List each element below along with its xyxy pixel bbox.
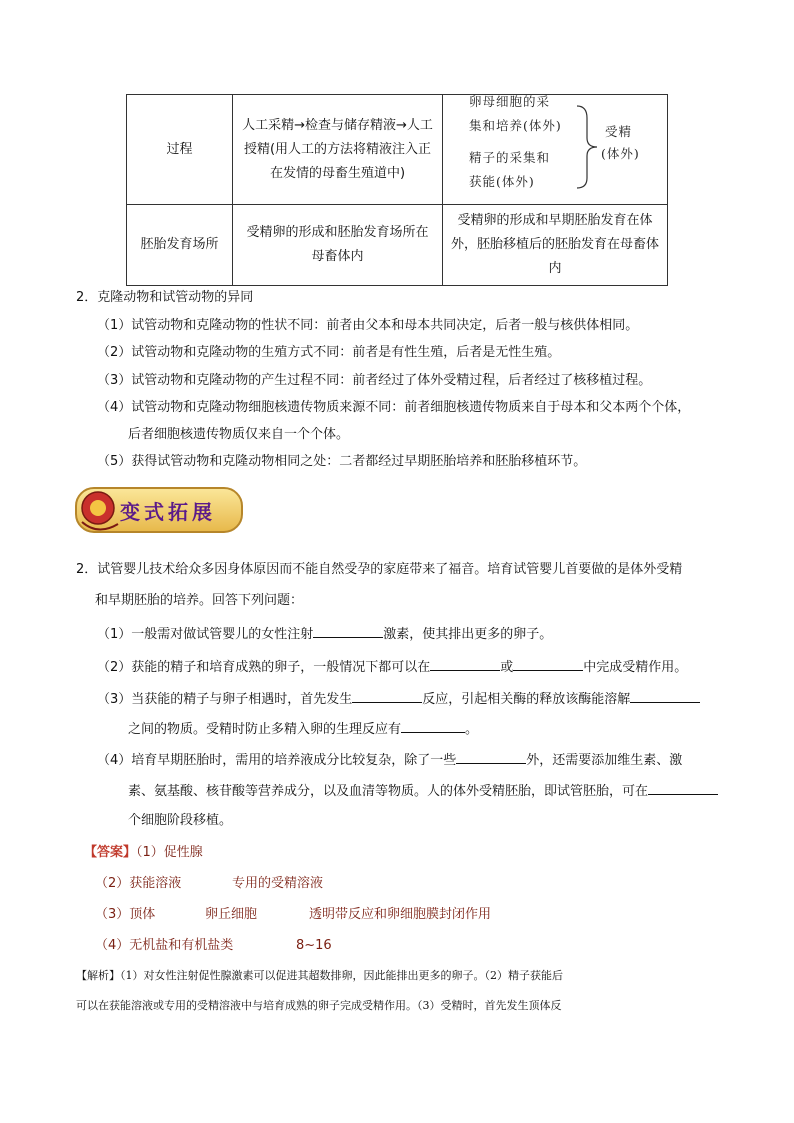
q3-text-b: 反应，引起相关酶的释放该酶能溶解	[422, 692, 631, 707]
hw-egg-line2: 集和培养(体外)	[469, 117, 562, 133]
answer-3-3: 透明带反应和卵细胞膜封闭作用	[309, 907, 492, 922]
hw-sperm-line1: 精子的采集和	[469, 149, 551, 165]
artificial-insemination-process: 人工采精→检查与储存精液→人工授精(用人工的方法将精液注入正在发情的母畜生殖道中)	[233, 95, 443, 205]
artificial-site: 受精卵的形成和胚胎发育场所在母畜体内	[233, 205, 443, 286]
q1-text-a: （1）一般需对做试管婴儿的女性注射	[97, 627, 314, 642]
sub-question-3	[97, 688, 700, 710]
q2-text-b: 或	[500, 660, 514, 675]
answer-blank[interactable]	[513, 656, 583, 671]
answer-blank[interactable]	[630, 688, 700, 703]
hw-result-line1: 受精	[605, 123, 633, 139]
question-stem-1: 2．试管婴儿技术给众多因身体原因而不能自然受孕的家庭带来了福音。培育试管婴儿首要做的是体外受精	[76, 562, 683, 577]
table-row	[127, 95, 668, 205]
answer-blank[interactable]	[430, 656, 500, 671]
table-row	[127, 205, 668, 286]
sub-question-4-cont2: 个细胞阶段移植。	[128, 813, 233, 828]
hw-result-line2: (体外)	[601, 145, 640, 161]
answer-4-1: （4）无机盐和有机盐类	[95, 938, 234, 953]
explanation-line-2: 可以在获能溶液或专用的受精溶液中与培育成熟的卵子完成受精作用。（3）受精时，首先发生顶体反	[76, 999, 562, 1012]
list-item: （1）试管动物和克隆动物的性状不同：前者由父本和母本共同决定，后者一般与核供体相同。	[97, 318, 639, 333]
row-label-process: 过程	[127, 95, 233, 205]
answer-blank[interactable]	[313, 623, 383, 638]
list-item: （2）试管动物和克隆动物的生殖方式不同：前者是有性生殖，后者是无性生殖。	[97, 345, 561, 360]
answer-2-2: 专用的受精溶液	[232, 876, 324, 891]
question-stem-2: 和早期胚胎的培养。回答下列问题：	[95, 593, 304, 608]
q4-text-a: （4）培育早期胚胎时，需用的培养液成分比较复杂，除了一些	[97, 753, 457, 768]
variant-extension-banner	[74, 482, 246, 538]
section-title: 2．克隆动物和试管动物的异同	[76, 290, 254, 305]
hw-egg-line1: 卵母细胞的采	[469, 93, 551, 109]
answer-blank[interactable]	[648, 780, 718, 795]
sub-question-1	[97, 623, 552, 645]
q3-text-a: （3）当获能的精子与卵子相遇时，首先发生	[97, 692, 353, 707]
answer-blank[interactable]	[401, 718, 465, 733]
answer-blank[interactable]	[352, 688, 422, 703]
comparison-table	[126, 94, 668, 286]
row-label-site: 胚胎发育场所	[127, 205, 233, 286]
sub-question-2	[97, 656, 687, 678]
sub-question-3-cont	[128, 718, 478, 740]
explanation-line-1: 【解析】（1）对女性注射促性腺激素可以促进其超数排卵，因此能排出更多的卵子。（2）精子获能后	[76, 969, 563, 982]
answer-2-1: （2）获能溶液	[95, 876, 182, 891]
q4-text-c: 素、氨基酸、核苷酸等营养成分，以及血清等物质。人的体外受精胚胎，即试管胚胎，可在	[128, 784, 649, 799]
hw-sperm-line2: 获能(体外)	[469, 173, 535, 189]
answer-tag: 【答案】	[84, 845, 137, 860]
q2-text-a: （2）获能的精子和培育成熟的卵子，一般情况下都可以在	[97, 660, 431, 675]
q4-text-b: 外，还需要添加维生素、激	[526, 753, 683, 768]
sub-question-4-cont	[128, 780, 718, 802]
answer-4-2: 8~16	[296, 938, 332, 953]
banner-title: 变式拓展	[120, 500, 216, 524]
ivf-process-diagram	[443, 95, 668, 205]
answer-line-1	[84, 843, 203, 863]
answer-1: （1）促性腺	[136, 845, 203, 860]
q2-text-c: 中完成受精作用。	[583, 660, 688, 675]
answer-3-1: （3）顶体	[95, 907, 156, 922]
list-item: 后者细胞核遗传物质仅来自一个个体。	[128, 427, 350, 442]
q1-text-b: 激素，使其排出更多的卵子。	[383, 627, 553, 642]
answer-blank[interactable]	[456, 749, 526, 764]
sub-question-4	[97, 749, 682, 771]
ivf-site: 受精卵的形成和早期胚胎发育在体外，胚胎移植后的胚胎发育在母畜体内	[443, 205, 668, 286]
q3-text-d: 。	[465, 722, 479, 737]
list-item: （4）试管动物和克隆动物细胞核遗传物质来源不同：前者细胞核遗传物质来自于母本和父本两个个体，	[97, 400, 691, 415]
q3-text-c: 之间的物质。受精时防止多精入卵的生理反应有	[128, 722, 402, 737]
list-item: （5）获得试管动物和克隆动物相同之处：二者都经过早期胚胎培养和胚胎移植环节。	[97, 454, 587, 469]
list-item: （3）试管动物和克隆动物的产生过程不同：前者经过了体外受精过程，后者经过了核移植过程。	[97, 373, 652, 388]
answer-3-2: 卵丘细胞	[205, 907, 258, 922]
